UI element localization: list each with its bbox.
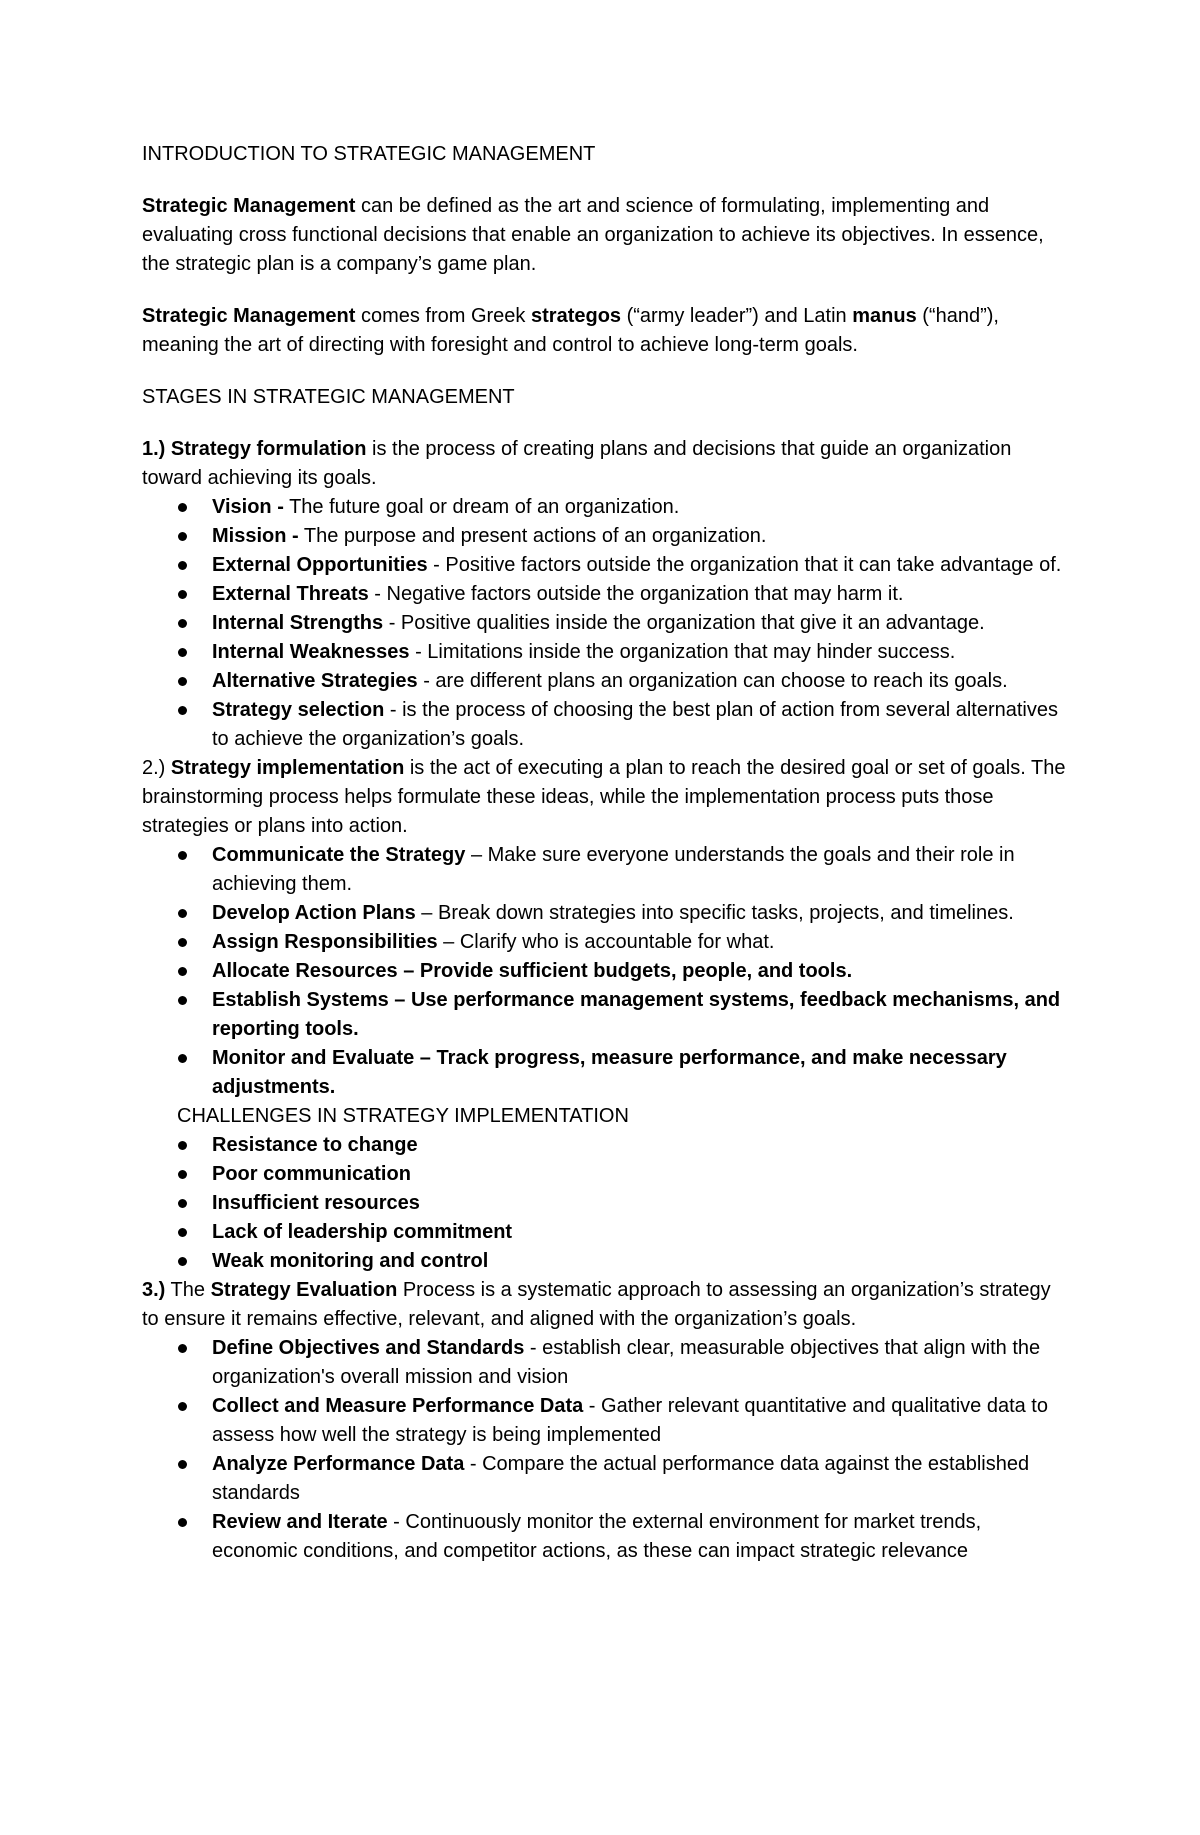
greek-term: strategos [531, 305, 622, 327]
term: Strategic Management [142, 195, 356, 217]
list-item: Alternative Strategies - are different plans an organization can choose to reach its goals. [212, 667, 1070, 696]
stage-3-list [142, 1334, 1070, 1566]
stages-heading: STAGES IN STRATEGIC MANAGEMENT [142, 386, 515, 408]
list-item: Analyze Performance Data - Compare the actual performance data against the established standards [212, 1450, 1070, 1508]
list-item: Lack of leadership commitment [212, 1218, 1070, 1247]
challenges-heading: CHALLENGES IN STRATEGY IMPLEMENTATION [177, 1105, 629, 1127]
term: Strategy Evaluation [210, 1279, 398, 1301]
list-item: Communicate the Strategy – Make sure everyone understands the goals and their role in achieving them. [212, 841, 1070, 899]
page-title: INTRODUCTION TO STRATEGIC MANAGEMENT [142, 143, 596, 165]
list-item: Define Objectives and Standards - establish clear, measurable objectives that align with the organization's overall mission and vision [212, 1334, 1070, 1392]
stage-1-list [142, 493, 1070, 754]
list-item: Assign Responsibilities – Clarify who is accountable for what. [212, 928, 1070, 957]
list-item: Allocate Resources – Provide sufficient budgets, people, and tools. [212, 957, 1070, 986]
list-item: External Threats - Negative factors outside the organization that may harm it. [212, 580, 1070, 609]
stage-2-intro: 2.) Strategy implementation is the act of executing a plan to reach the desired goal or set of goals. The brainstorming process helps formulate these ideas, while the implementation process puts those strategies or plans into action. [142, 757, 1066, 837]
challenges-list [142, 1131, 1070, 1276]
list-item: Monitor and Evaluate – Track progress, measure performance, and make necessary adjustments. [212, 1044, 1070, 1102]
list-item: Internal Strengths - Positive qualities inside the organization that give it an advantage. [212, 609, 1070, 638]
list-item: Internal Weaknesses - Limitations inside the organization that may hinder success. [212, 638, 1070, 667]
stage-2-list [142, 841, 1070, 1102]
list-item: Weak monitoring and control [212, 1247, 1070, 1276]
stage-3-intro: 3.) The Strategy Evaluation Process is a systematic approach to assessing an organization’s strategy to ensure it remains effective, relevant, and aligned with the organization’s goals. [142, 1279, 1051, 1330]
list-item: Vision - The future goal or dream of an organization. [212, 493, 1070, 522]
list-item: Collect and Measure Performance Data - Gather relevant quantitative and qualitative data to assess how well the strategy is being implemented [212, 1392, 1070, 1450]
list-item: Strategy selection - is the process of choosing the best plan of action from several alternatives to achieve the organization’s goals. [212, 696, 1070, 754]
term: Strategic Management [142, 305, 356, 327]
definition-paragraph: Strategic Management can be defined as the art and science of formulating, implementing and evaluating cross functional decisions that enable an organization to achieve its objectives. In essence, the strategic plan is a company’s game plan. [142, 195, 1044, 275]
etymology-paragraph: Strategic Management comes from Greek strategos (“army leader”) and Latin manus (“hand”), meaning the art of directing with foresight and control to achieve long-term goals. [142, 305, 999, 356]
list-item: Resistance to change [212, 1131, 1070, 1160]
list-item: Establish Systems – Use performance management systems, feedback mechanisms, and reporting tools. [212, 986, 1070, 1044]
list-item: Review and Iterate - Continuously monitor the external environment for market trends, economic conditions, and competitor actions, as these can impact strategic relevance [212, 1508, 1070, 1566]
term: Strategy implementation [170, 757, 405, 779]
list-item: Mission - The purpose and present actions of an organization. [212, 522, 1070, 551]
term: Strategy formulation [170, 438, 367, 460]
list-item: Develop Action Plans – Break down strategies into specific tasks, projects, and timelines. [212, 899, 1070, 928]
list-item: Insufficient resources [212, 1189, 1070, 1218]
latin-term: manus [852, 305, 917, 327]
stage-1-intro: 1.) Strategy formulation is the process of creating plans and decisions that guide an organization toward achieving its goals. [142, 438, 1012, 489]
list-item: Poor communication [212, 1160, 1070, 1189]
list-item: External Opportunities - Positive factors outside the organization that it can take advantage of. [212, 551, 1070, 580]
